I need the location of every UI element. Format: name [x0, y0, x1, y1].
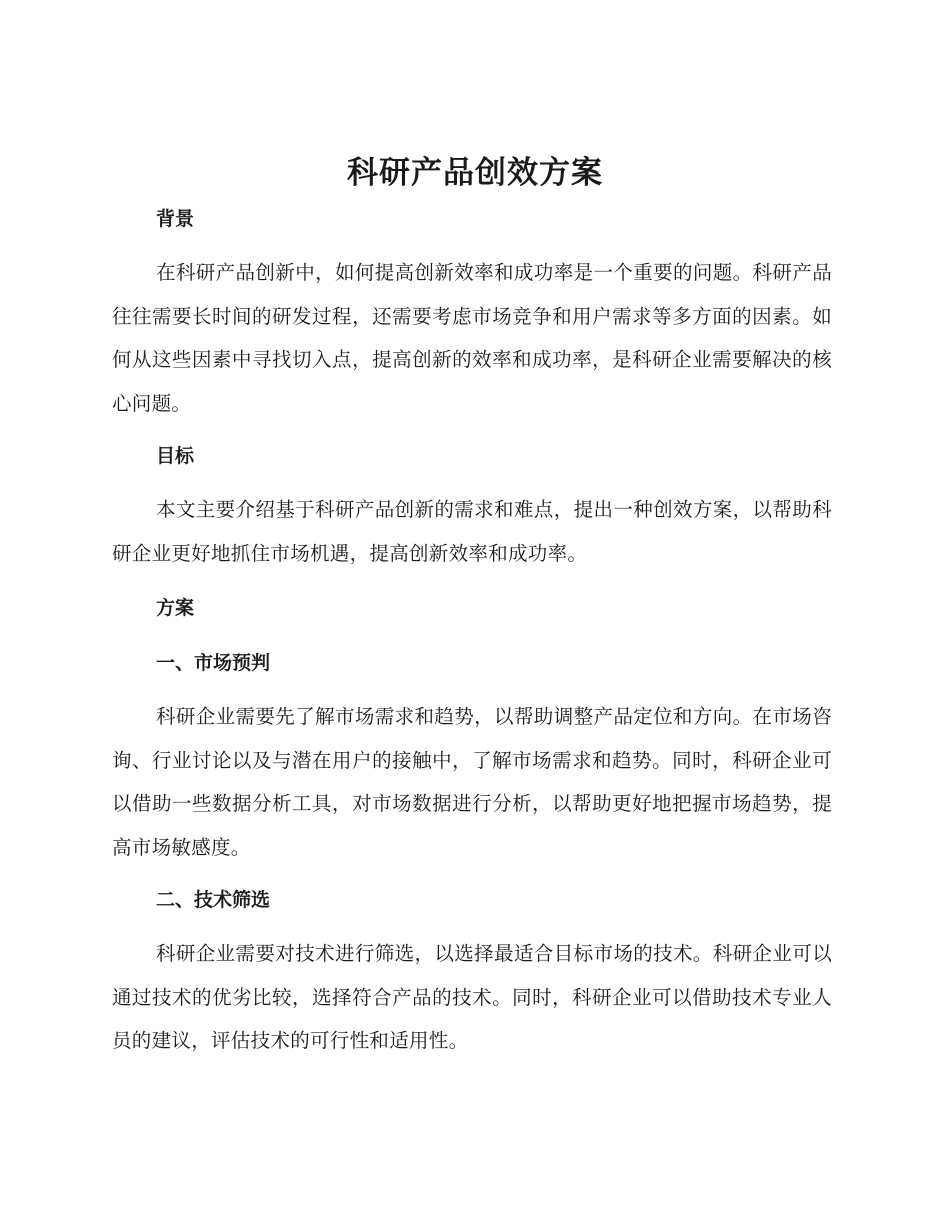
section-heading-background: 背景: [156, 208, 195, 230]
section-paragraph-background: 在科研产品创新中，如何提高创新效率和成功率是一个重要的问题。科研产品往往需要长时间的研发过程，还需要考虑市场竞争和用户需求等多方面的因素。如何从这些因素中寻找切入点，提高创新的效率和成功率，是科研企业需要解决的核心问题。: [112, 261, 832, 415]
section-paragraph-tech-screening: 科研企业需要对技术进行筛选，以选择最适合目标市场的技术。科研企业可以通过技术的优劣比较，选择符合产品的技术。同时，科研企业可以借助技术专业人员的建议，评估技术的可行性和适用性。: [112, 942, 832, 1052]
section-heading-plan: 方案: [156, 597, 195, 619]
section-heading-goal: 目标: [156, 445, 195, 467]
section-paragraph-goal: 本文主要介绍基于科研产品创新的需求和难点，提出一种创效方案，以帮助科研企业更好地抓住市场机遇，提高创新效率和成功率。: [112, 498, 832, 565]
section-heading-market-forecast: 一、市场预判: [156, 652, 271, 674]
document-title: 科研产品创效方案: [347, 155, 603, 191]
section-heading-tech-screening: 二、技术筛选: [156, 889, 271, 911]
section-paragraph-market-forecast: 科研企业需要先了解市场需求和趋势，以帮助调整产品定位和方向。在市场咨询、行业讨论以及与潜在用户的接触中，了解市场需求和趋势。同时，科研企业可以借助一些数据分析工具，对市场数据进行分析，以帮助更好地把握市场趋势，提高市场敏感度。: [112, 705, 832, 859]
